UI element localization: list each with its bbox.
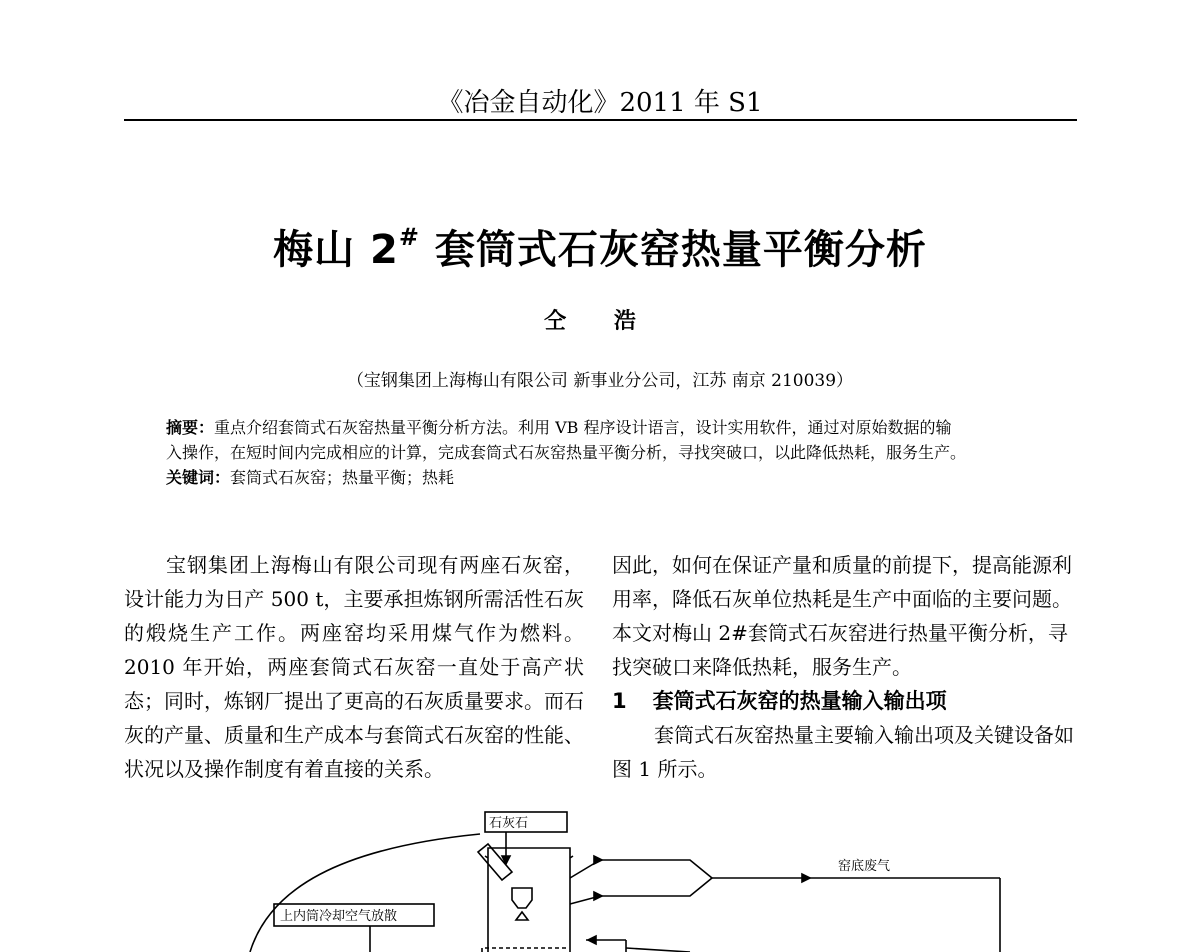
gas-duct-upper — [570, 860, 712, 878]
section-number: 1 — [612, 689, 627, 713]
abstract-line-2 — [166, 440, 1046, 465]
author: 仝 浩 — [544, 308, 656, 334]
title-mark: # — [398, 223, 420, 251]
left-column — [124, 548, 584, 786]
title-suffix: 套筒式石灰窑热量平衡分析 — [419, 227, 927, 273]
label-bottom-gas: 窑底废气 — [838, 859, 891, 874]
abstract-line-1 — [166, 415, 1046, 440]
right-paragraph-1: 因此，如何在保证产量和质量的前提下，提高能源利用率，降低石灰单位热耗是生产中面临的主要问题。本文对梅山 2#套筒式石灰窑进行热量平衡分析，寻找突破口来降低热耗，服务生产。 — [612, 553, 1072, 679]
label-limestone: 石灰石 — [489, 816, 529, 831]
hopper — [512, 888, 532, 908]
keywords-line — [166, 465, 1046, 490]
header-rule — [124, 119, 1077, 121]
paper-title — [0, 218, 1200, 275]
inner-shell — [482, 948, 566, 952]
left-paragraph: 宝钢集团上海梅山有限公司现有两座石灰窑，设计能力为日产 500 t，主要承担炼钢所需活性石灰的煅烧生产工作。两座窑均采用煤气作为燃料。2010 年开始，两座套筒式石灰窑一直处于高产状态；同时，炼钢厂提出了更高的石灰质量要求。而石灰的产量、质量和生产成本与套筒式石灰窑的性能、状况以及操作制度有着直接的关系。 — [124, 553, 584, 781]
kiln-diagram — [230, 808, 1030, 952]
section-heading — [612, 684, 1082, 718]
circulation-arc — [250, 834, 480, 952]
abstract-label: 摘要： — [166, 418, 215, 437]
journal-header: 《冶金自动化》2011 年 S1 — [437, 88, 763, 118]
keywords-text: 套筒式石灰窑；热量平衡；热耗 — [230, 468, 455, 487]
abstract-text-1: 重点介绍套筒式石灰窑热量平衡分析方法。利用 VB 程序设计语言，设计实用软件，通过对原始数据的输 — [214, 418, 952, 437]
keywords-label: 关键词： — [166, 468, 231, 487]
title-prefix: 梅山 2 — [273, 227, 399, 273]
section-title: 套筒式石灰窑的热量输入输出项 — [652, 689, 947, 713]
abstract-block — [166, 415, 1046, 490]
right-column — [612, 548, 1082, 786]
kiln-top — [488, 848, 570, 858]
gas-duct-lower — [570, 878, 712, 904]
abstract-text-2: 入操作，在短时间内完成相应的计算，完成套筒式石灰窑热量平衡分析，寻找突破口，以此降低热耗，服务生产。 — [166, 443, 967, 462]
right-paragraph-2: 套筒式石灰窑热量主要输入输出项及关键设备如图 1 所示。 — [612, 723, 1074, 781]
label-cooling-air: 上内筒冷却空气放散 — [280, 909, 398, 924]
affiliation: （宝钢集团上海梅山有限公司 新事业分公司，江苏 南京 210039） — [346, 371, 854, 391]
hopper-valve — [516, 912, 528, 920]
